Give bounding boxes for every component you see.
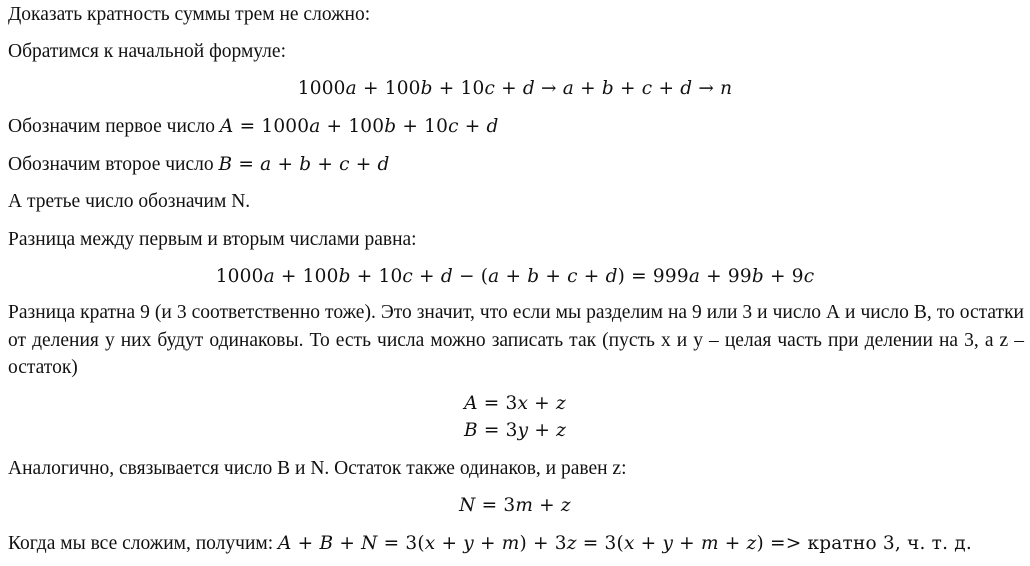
difference-formula: 1000𝑎 + 100𝑏 + 10𝑐 + 𝑑 − (𝑎 + 𝑏 + 𝑐 + 𝑑) = 999𝑎 + 99𝑏 + 9𝑐 xyxy=(215,266,815,287)
conclusion-text: Когда мы все сложим, получим: xyxy=(8,533,279,554)
formula-n: 𝑁 = 3𝑚 + 𝑧 xyxy=(459,495,571,516)
intro-line: Доказать кратность суммы трем не сложно: xyxy=(8,4,371,25)
initial-formula: 1000𝑎 + 100𝑏 + 10𝑐 + 𝑑 → 𝑎 + 𝑏 + 𝑐 + 𝑑 → 𝑛 xyxy=(297,78,733,99)
third-number-line: А третье число обозначим N. xyxy=(8,191,251,212)
second-number-text: Обозначим второе число xyxy=(8,154,219,175)
formula-b: 𝐵 = 3𝑦 + 𝑧 xyxy=(463,420,567,441)
analogy-line: Аналогично, связывается число В и N. Остаток также одинаков, и равен z: xyxy=(8,458,627,479)
second-number-formula: 𝐵 = 𝑎 + 𝑏 + 𝑐 + 𝑑 xyxy=(218,154,390,175)
divisibility-paragraph: Разница кратна 9 (и 3 соответственно тоже). Это значит, что если мы разделим на 9 или 3 и число А и число В, то остатки от деления у них будут одинаковы. То есть числа можно записать так (пусть х и у – целая часть при делении на 3, а z – остаток) xyxy=(8,302,1024,378)
first-number-formula: 𝐴 = 1000𝑎 + 100𝑏 + 10𝑐 + 𝑑 xyxy=(219,116,499,137)
formula-a: 𝐴 = 3𝑥 + 𝑧 xyxy=(464,393,566,414)
first-number-text: Обозначим первое число xyxy=(8,116,220,137)
second-number-line xyxy=(8,152,390,178)
difference-intro-line: Разница между первым и вторым числами равна: xyxy=(8,229,417,250)
formula-intro-line: Обратимся к начальной формуле: xyxy=(8,41,286,62)
conclusion-formula: 𝐴 + 𝐵 + 𝑁 = 3(𝑥 + 𝑦 + 𝑚) + 3𝑧 = 3(𝑥 + 𝑦 + 𝑚 + 𝑧) => кратно 3, ч. т. д. xyxy=(278,533,972,554)
first-number-line xyxy=(8,114,499,140)
conclusion-line xyxy=(8,531,972,557)
